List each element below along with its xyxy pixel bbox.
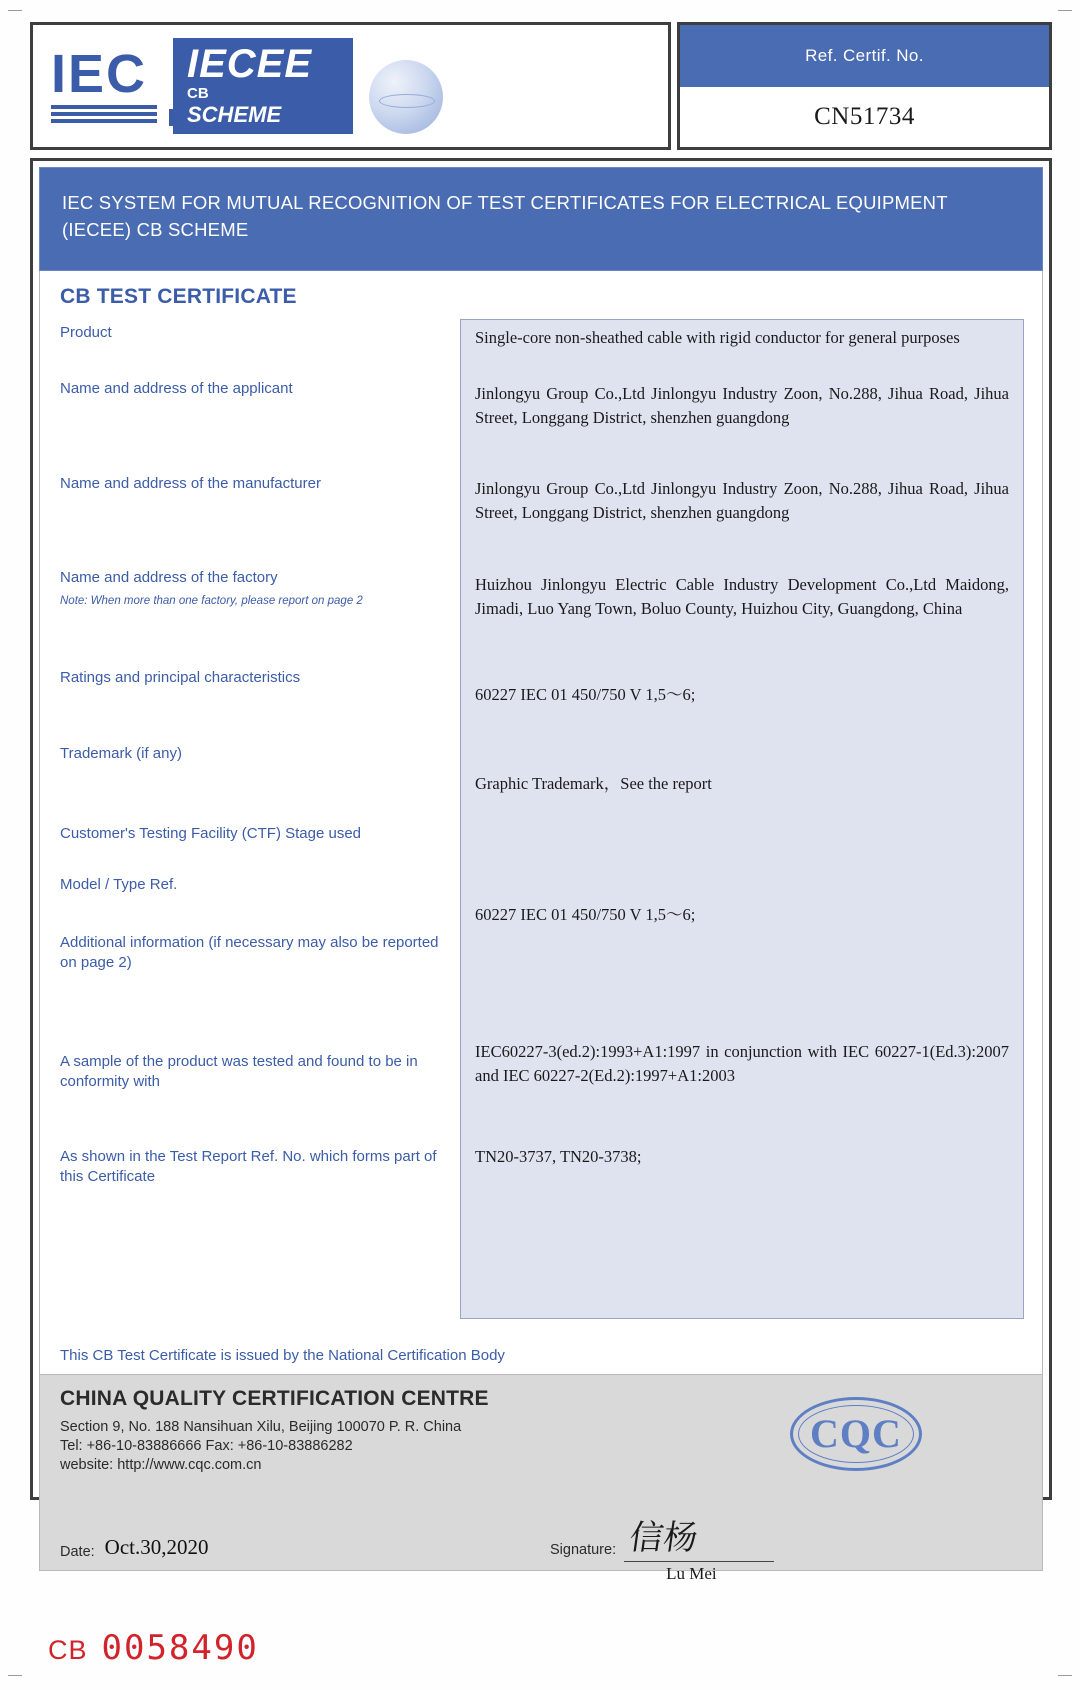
- field-labels-column: [60, 319, 460, 1319]
- ncb-phone: Tel: +86-10-83886666 Fax: +86-10-83886282: [60, 1437, 353, 1454]
- value-conformity: IEC60227-3(ed.2):1993+A1:1997 in conjunction with IEC 60227-1(Ed.3):2007 and IEC 60227-2(Ed.2):1997+A1:2003: [475, 1041, 1009, 1086]
- date-value: Oct.30,2020: [104, 1534, 209, 1559]
- value-ratings: 60227 IEC 01 450/750 V 1,5～6;: [475, 684, 696, 704]
- logo-panel: [30, 22, 671, 150]
- iecee-scheme-label: SCHEME: [187, 101, 282, 127]
- label-conformity: A sample of the product was tested and found to be in conformity with: [60, 1052, 418, 1090]
- ref-certif-number: CN51734: [680, 87, 1049, 147]
- iecee-wordmark: IECEE: [187, 42, 313, 86]
- crop-mark-bottom-right: [1058, 1675, 1072, 1676]
- crop-mark-top-left: [8, 10, 22, 11]
- value-trademark: Graphic Trademark，See the report: [475, 773, 712, 793]
- iecee-cb-label: CB: [187, 85, 209, 102]
- serial-digits: 0058490: [101, 1628, 259, 1668]
- label-ctf-stage: Customer's Testing Facility (CTF) Stage used: [60, 824, 362, 842]
- certificate-header: [30, 22, 1052, 150]
- certificate-sheet: [30, 22, 1052, 1662]
- label-manufacturer: Name and address of the manufacturer: [60, 474, 321, 492]
- serial-prefix: CB: [48, 1635, 88, 1665]
- date-label: Date:: [60, 1543, 95, 1560]
- label-additional-info: Additional information (if necessary may also be reported on page 2): [60, 933, 439, 971]
- ref-certif-label: Ref. Certif. No.: [680, 25, 1049, 87]
- iec-logo-text: [51, 43, 157, 126]
- signature-row: [550, 1508, 774, 1583]
- ncb-website: website: http://www.cqc.com.cn: [60, 1456, 262, 1473]
- page-title: CB TEST CERTIFICATE: [60, 284, 297, 308]
- label-applicant: Name and address of the applicant: [60, 379, 293, 397]
- iecee-logo: [51, 38, 353, 134]
- serial-number: [48, 1628, 259, 1668]
- value-model-type: 60227 IEC 01 450/750 V 1,5～6;: [475, 904, 696, 924]
- certificate-inner: [39, 271, 1043, 1583]
- label-trademark: Trademark (if any): [60, 744, 182, 762]
- value-factory: Huizhou Jinlongyu Electric Cable Industry Development Co.,Ltd Maidong, Jimadi, Luo Yang Town, Boluo County, Huizhou City, Guangdong, China: [475, 574, 1009, 619]
- date-row: [60, 1535, 209, 1560]
- value-manufacturer: Jinlongyu Group Co.,Ltd Jinlongyu Industry Zoon, No.288, Jihua Road, Jihua Street, Longgang District, shenzhen guangdong: [475, 478, 1009, 523]
- label-factory-note: Note: When more than one factory, please report on page 2: [60, 594, 363, 607]
- label-test-report: As shown in the Test Report Ref. No. which forms part of this Certificate: [60, 1147, 437, 1185]
- scheme-banner: IEC SYSTEM FOR MUTUAL RECOGNITION OF TEST CERTIFICATES FOR ELECTRICAL EQUIPMENT (IECEE) CB SCHEME: [39, 167, 1043, 271]
- signature-mark: 信杨: [626, 1519, 701, 1557]
- label-factory: Name and address of the factory: [60, 568, 278, 586]
- field-values-panel: [460, 319, 1024, 1319]
- crop-mark-bottom-left: [8, 1675, 22, 1676]
- signatory-name: Lu Mei: [666, 1563, 717, 1583]
- signature-box: [624, 1508, 774, 1583]
- value-applicant: Jinlongyu Group Co.,Ltd Jinlongyu Industry Zoon, No.288, Jihua Road, Jihua Street, Longgang District, shenzhen guangdong: [475, 383, 1009, 428]
- crop-mark-top-right: [1058, 10, 1072, 11]
- signature-label: Signature:: [550, 1541, 617, 1558]
- ncb-name: CHINA QUALITY CERTIFICATION CENTRE: [60, 1386, 489, 1410]
- iecee-badge: [173, 38, 353, 134]
- globe-icon: [369, 60, 443, 134]
- cqc-logo-text: CQC: [810, 1411, 902, 1457]
- iec-wordmark: IEC: [51, 43, 148, 104]
- ref-certif-panel: [677, 22, 1052, 150]
- field-grid: [40, 319, 1042, 1319]
- value-product: Single-core non-sheathed cable with rigid conductor for general purposes: [475, 327, 960, 347]
- issued-by-note: This CB Test Certificate is issued by the National Certification Body: [60, 1346, 505, 1364]
- certificate-body: [30, 158, 1052, 1583]
- iec-bars-icon: [51, 105, 157, 123]
- label-ratings: Ratings and principal characteristics: [60, 668, 301, 686]
- label-model-type: Model / Type Ref.: [60, 875, 178, 893]
- value-test-report: TN20-3737, TN20-3738;: [475, 1146, 642, 1166]
- cqc-logo-icon: [790, 1397, 922, 1471]
- ncb-footer: [40, 1374, 1042, 1583]
- label-product: Product: [60, 323, 112, 341]
- ncb-address: Section 9, No. 188 Nansihuan Xilu, Beijing 100070 P. R. China: [60, 1418, 462, 1435]
